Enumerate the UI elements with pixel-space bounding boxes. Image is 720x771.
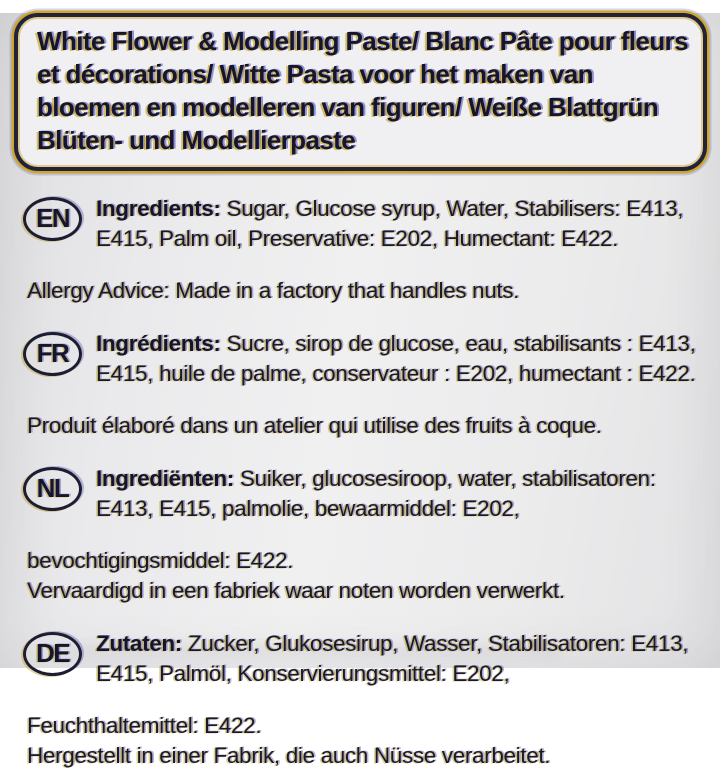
ingredients-line2-en: E415, Palm oil, Preservative: E202, Humectant: E422. bbox=[96, 226, 618, 251]
allergy-note-en: Allergy Advice: Made in a factory that handles nuts. bbox=[27, 276, 710, 306]
ingredients-text-en bbox=[96, 194, 710, 254]
ingredients-text-de bbox=[96, 629, 710, 689]
language-badge-en: EN bbox=[23, 197, 82, 241]
allergy-note-fr: Produit élaboré dans un atelier qui utilise des fruits à coque. bbox=[27, 411, 710, 441]
product-title-box bbox=[14, 13, 707, 171]
section-de-row bbox=[27, 629, 710, 689]
ingredients-text-nl bbox=[96, 464, 710, 524]
photo-shadow-smudge bbox=[62, 645, 562, 658]
language-badge-nl: NL bbox=[23, 467, 82, 511]
ingredients-content bbox=[0, 194, 720, 771]
ingredients-label-fr: Ingrédients: bbox=[96, 331, 221, 356]
product-title-line: Blüten- und Modellierpaste bbox=[37, 124, 687, 157]
language-badge-fr: FR bbox=[23, 332, 82, 376]
section-en-row bbox=[27, 194, 710, 254]
ingredients-line2-nl: E413, E415, palmolie, bewaarmiddel: E202, bbox=[96, 496, 519, 521]
section-fr-row bbox=[27, 329, 710, 389]
ingredients-label-nl: Ingrediënten: bbox=[96, 466, 234, 491]
ingredients-cont-nl: bevochtigingsmiddel: E422. bbox=[27, 546, 710, 576]
product-label-photo bbox=[0, 13, 720, 668]
ingredients-line1-nl: Suiker, glucosesiroop, water, stabilisatoren: bbox=[240, 466, 656, 491]
ingredients-line2-fr: E415, huile de palme, conservateur : E202, humectant : E422. bbox=[96, 361, 695, 386]
ingredients-label-de: Zutaten: bbox=[96, 631, 182, 656]
allergy-note-de: Hergestellt in einer Fabrik, die auch Nüsse verarbeitet. bbox=[27, 741, 710, 771]
section-en bbox=[27, 194, 710, 307]
ingredients-line1-fr: Sucre, sirop de glucose, eau, stabilisants : E413, bbox=[226, 331, 695, 356]
section-nl bbox=[27, 464, 710, 607]
section-nl-row bbox=[27, 464, 710, 524]
ingredients-label-en: Ingredients: bbox=[96, 196, 221, 221]
ingredients-line1-de: Zucker, Glukosesirup, Wasser, Stabilisatoren: E413, bbox=[188, 631, 688, 656]
language-badge-de: DE bbox=[23, 632, 82, 676]
product-title-line: bloemen en modelleren van figuren/ Weiße Blattgrün bbox=[37, 91, 687, 124]
section-fr bbox=[27, 329, 710, 442]
ingredients-line1-en: Sugar, Glucose syrup, Water, Stabilisers: E413, bbox=[226, 196, 683, 221]
product-title-line: White Flower & Modelling Paste/ Blanc Pâte pour fleurs bbox=[37, 25, 687, 58]
ingredients-cont-de: Feuchthaltemittel: E422. bbox=[27, 711, 710, 741]
ingredients-text-fr bbox=[96, 329, 710, 389]
product-title-line: et décorations/ Witte Pasta voor het maken van bbox=[37, 58, 687, 91]
allergy-note-nl: Vervaardigd in een fabriek waar noten worden verwerkt. bbox=[27, 576, 710, 606]
ingredients-line2-de: E415, Palmöl, Konservierungsmittel: E202, bbox=[96, 661, 509, 686]
